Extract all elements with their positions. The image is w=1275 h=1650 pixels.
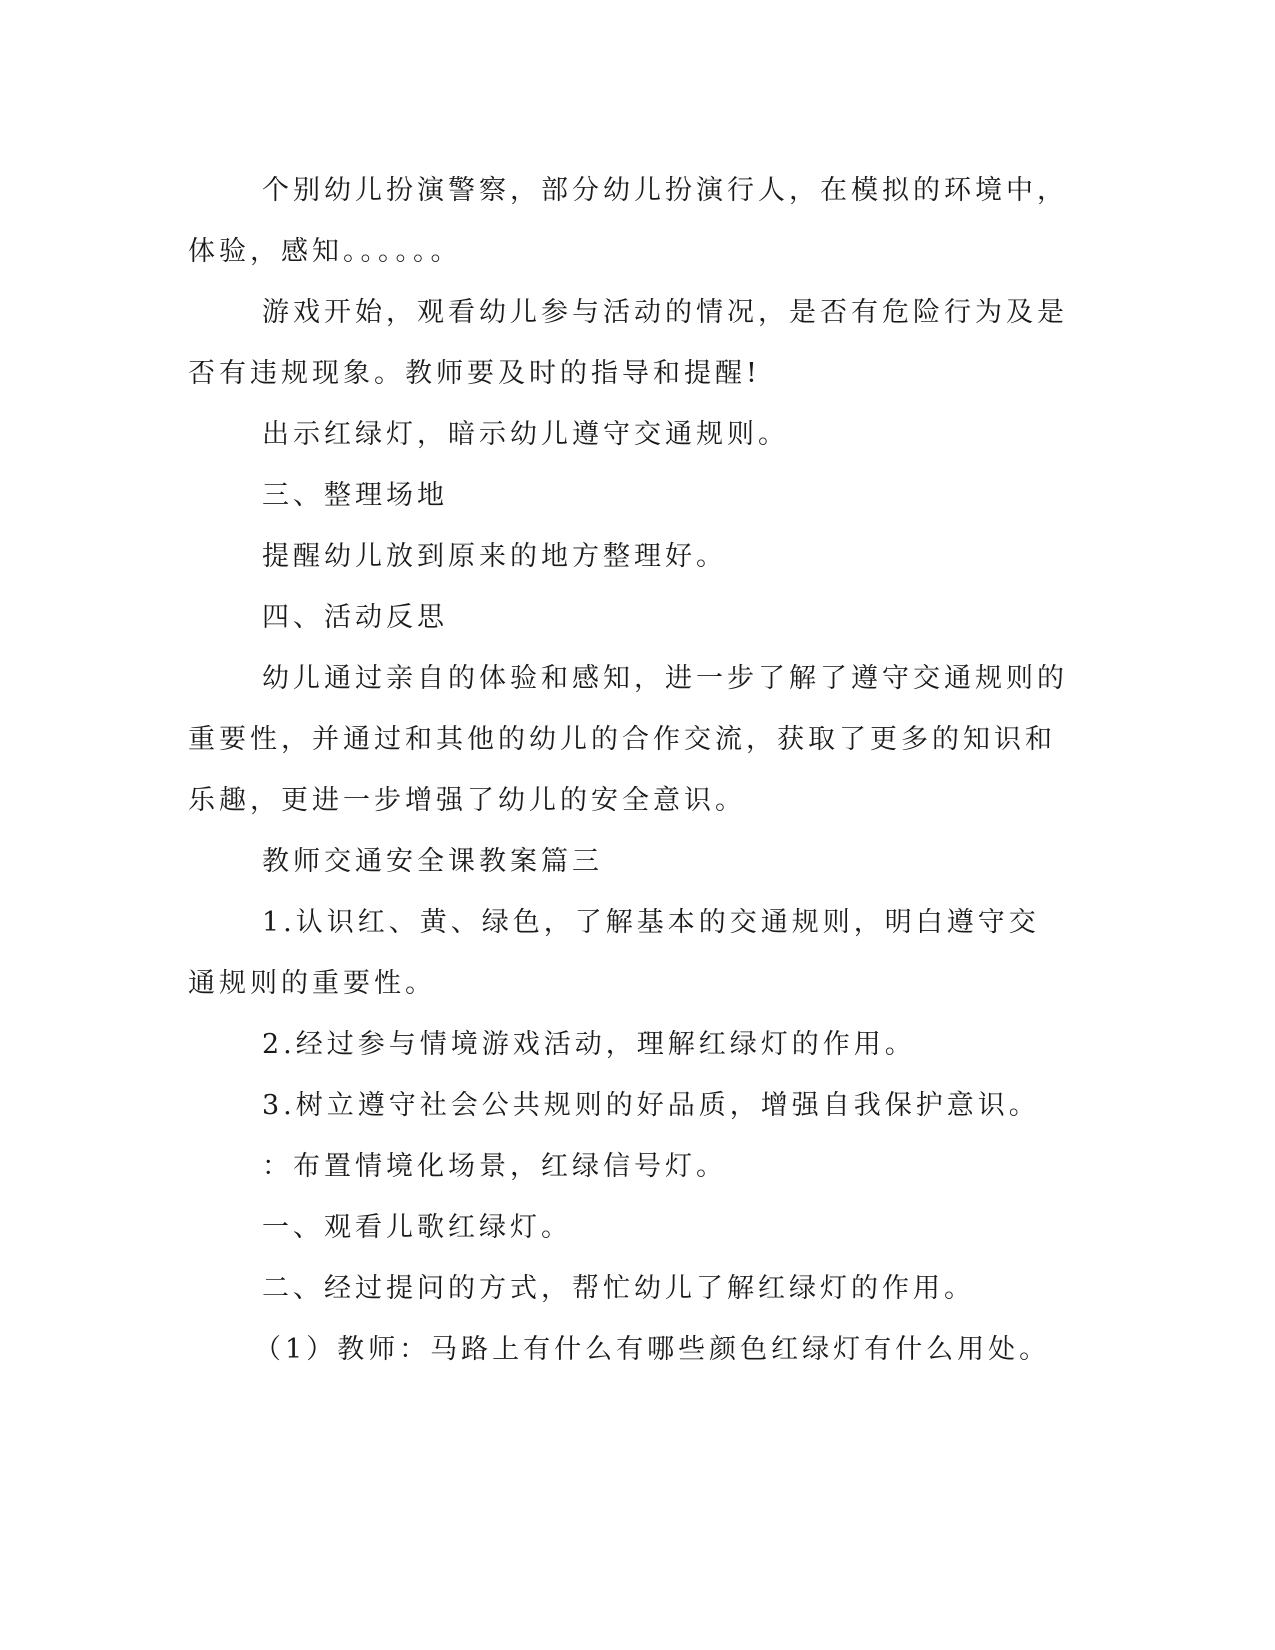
objective-3: 3.树立遵守社会公共规则的好品质，增强自我保护意识。 [262,1090,1040,1121]
document-body [188,160,1068,1380]
step-1-watch-song: 一、观看儿歌红绿灯。 [262,1212,572,1243]
paragraph-show-lights: 出示红绿灯，暗示幼儿遵守交通规则。 [262,419,789,450]
step-2-item-1: （1）教师：马路上有什么有哪些颜色红绿灯有什么用处。 [254,1334,1051,1365]
objective-1: 1.认识红、黄、绿色，了解基本的交通规则，明白遵守交通规则的重要性。 [188,907,1040,999]
heading-tidy-up: 三、整理场地 [262,480,448,511]
paragraph-game-start: 游戏开始，观看幼儿参与活动的情况，是否有危险行为及是否有违规现象。教师要及时的指导和提醒! [188,297,1068,389]
section-title-lesson-three: 教师交通安全课教案篇三 [262,846,603,877]
heading-reflection: 四、活动反思 [262,602,448,633]
objective-2: 2.经过参与情境游戏活动，理解红绿灯的作用。 [262,1029,916,1060]
paragraph-role-play: 个别幼儿扮演警察，部分幼儿扮演行人，在模拟的环境中，体验，感知。。。。。。 [188,175,1068,267]
step-2-questions: 二、经过提问的方式，帮忙幼儿了解红绿灯的作用。 [262,1273,975,1304]
paragraph-preparation: ：布置情境化场景，红绿信号灯。 [262,1151,727,1182]
paragraph-reflection: 幼儿通过亲自的体验和感知，进一步了解了遵守交通规则的重要性，并通过和其他的幼儿的合作交流，获取了更多的知识和乐趣，更进一步增强了幼儿的安全意识。 [188,663,1068,816]
paragraph-tidy-reminder: 提醒幼儿放到原来的地方整理好。 [262,541,727,572]
